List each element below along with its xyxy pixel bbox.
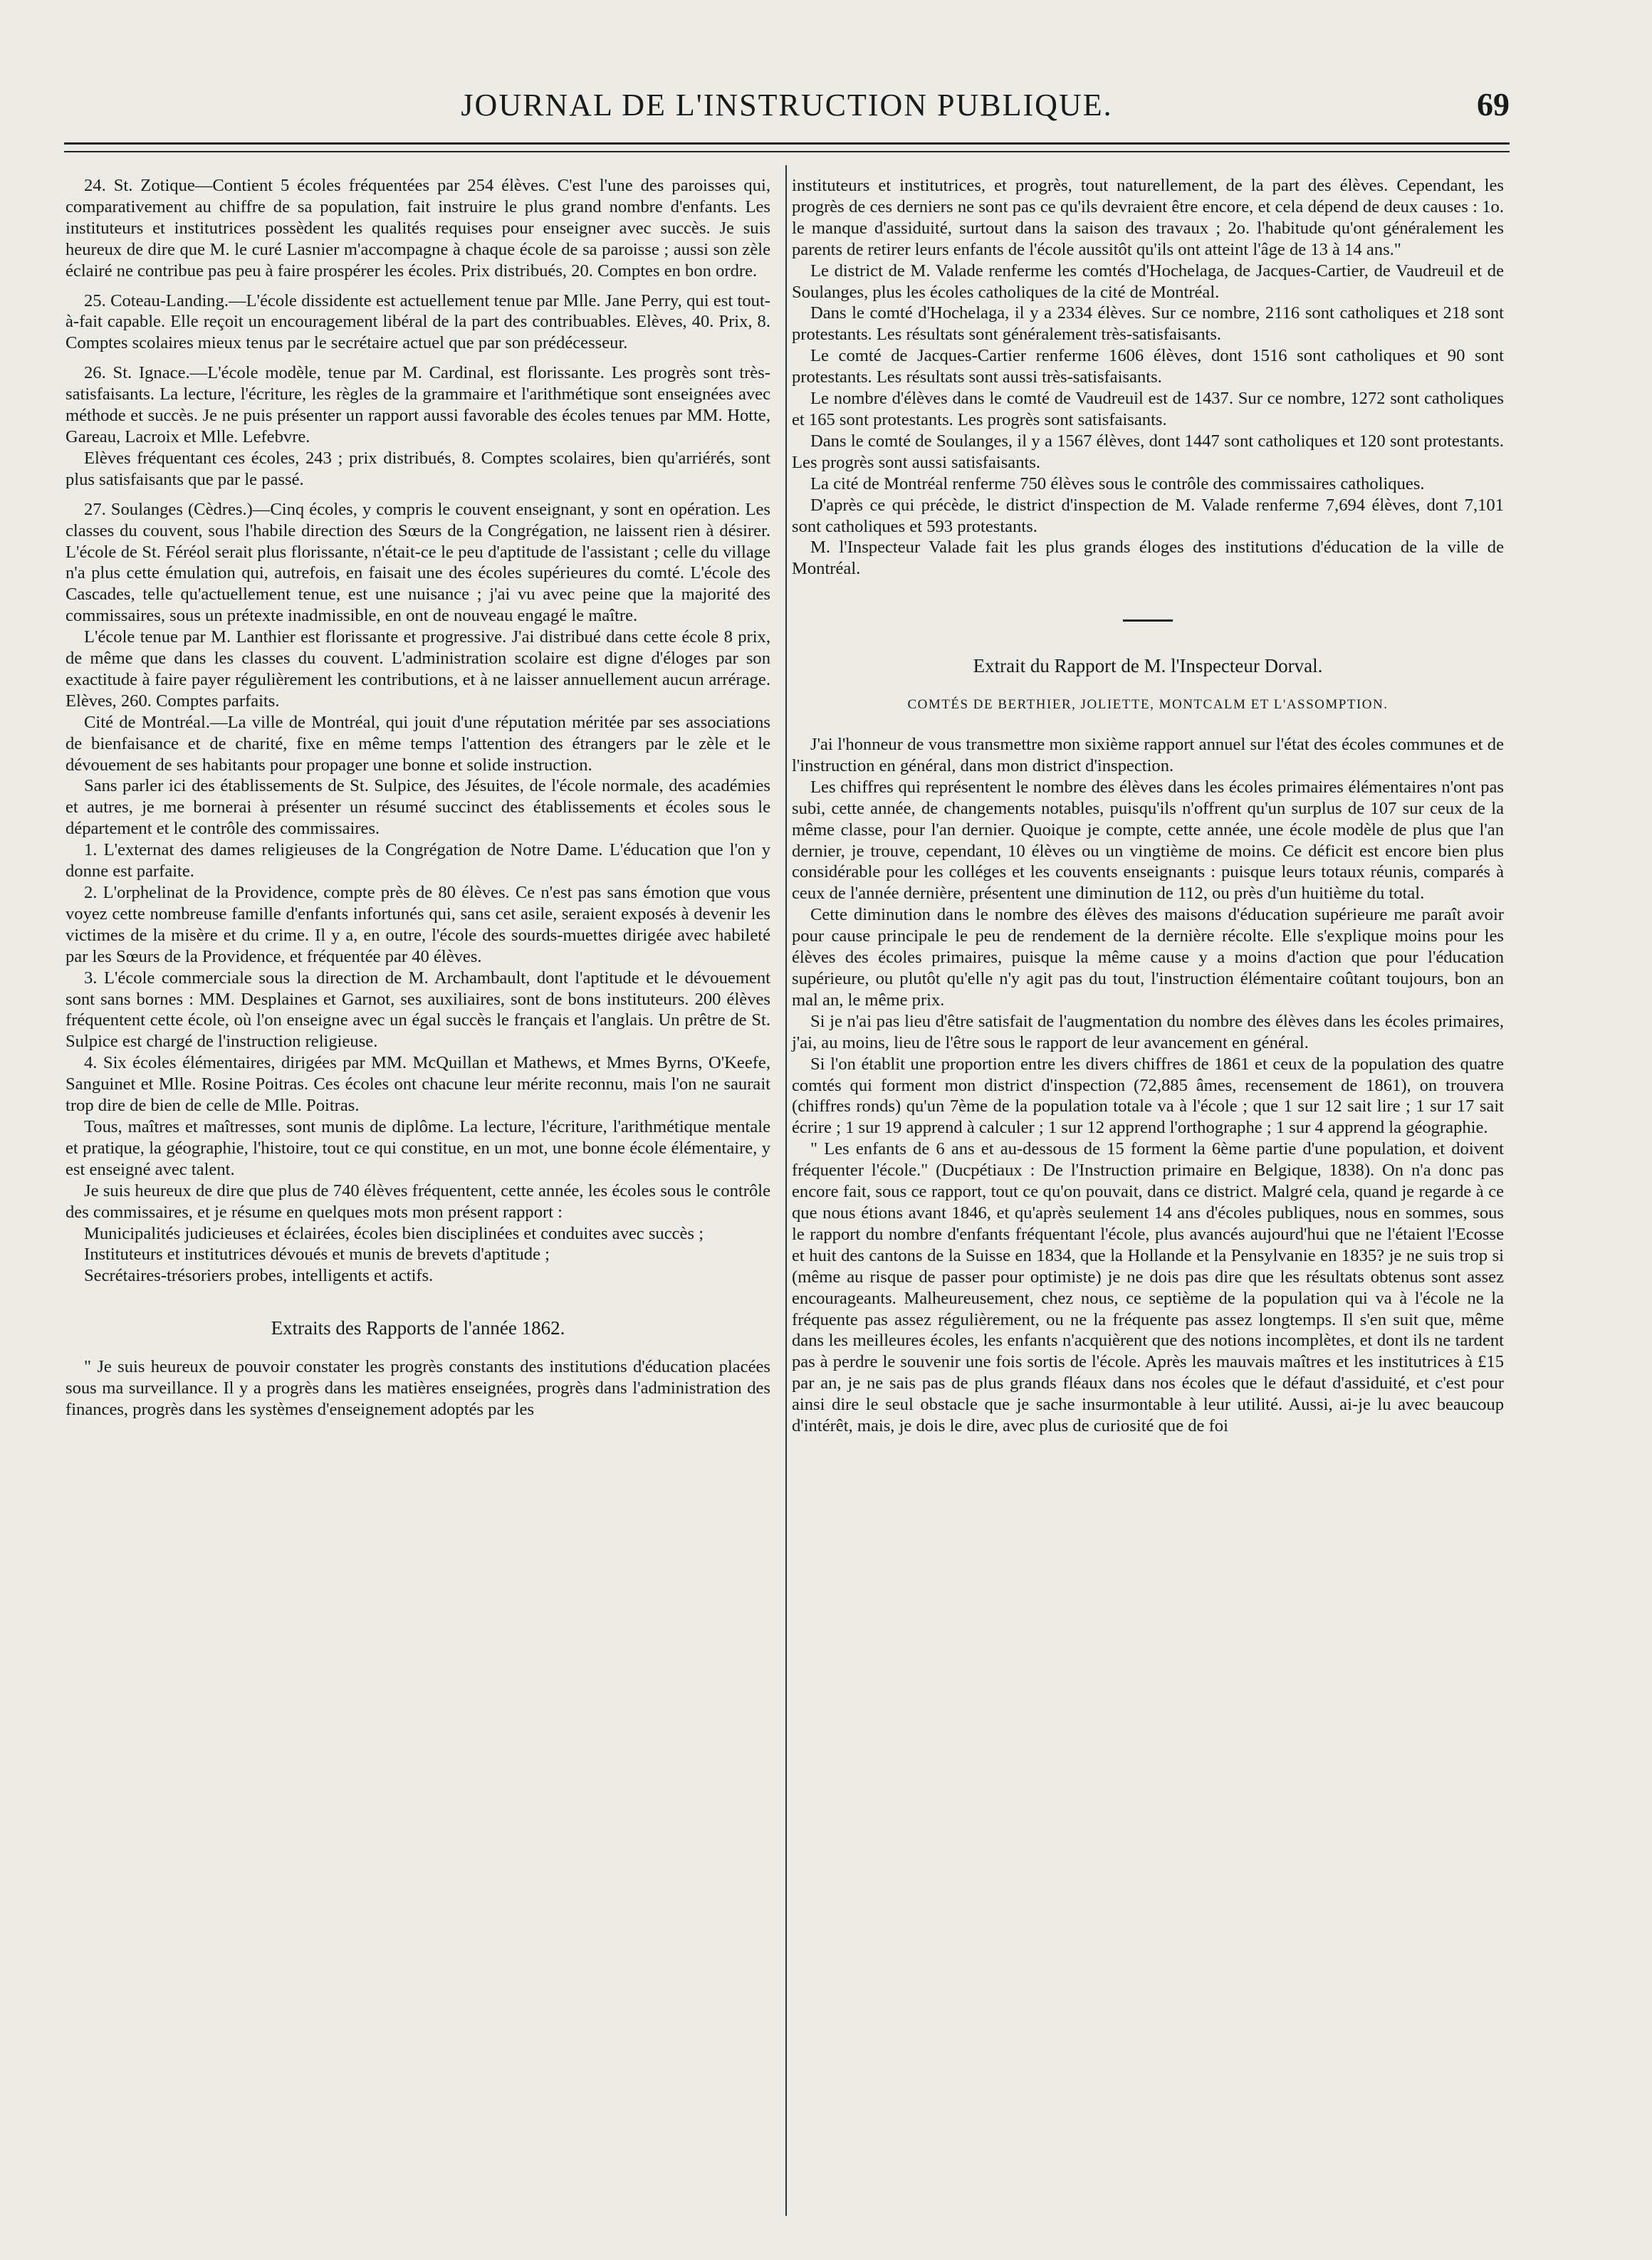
paragraph-vaudreuil: Le nombre d'élèves dans le comté de Vaudreuil est de 1437. Sur ce nombre, 1272 sont catholiques et 165 sont protestants. Les progrès sont satisfaisants. bbox=[792, 389, 1504, 429]
paragraph-eloges: M. l'Inspecteur Valade fait les plus grands éloges des institutions d'éducation de la ville de Montréal. bbox=[792, 538, 1504, 579]
paragraph-total-valade: D'après ce qui précède, le district d'inspection de M. Valade renferme 7,694 élèves, dont 7,101 sont catholiques et 593 protestants. bbox=[792, 495, 1504, 536]
paragraph-continuation: instituteurs et institutrices, et progrès, tout naturellement, de la part des élèves. Cependant, les progrès de ces derniers ne sont pas ce qu'ils devraient être encore, et cela dépend de deux causes : 1o. le manque d'assiduité, surtout dans la saison des travaux ; 2o. l'habitude qu'ont généralement les parents de retirer leurs enfants de l'école aussitôt qu'ils ont atteint l'âge de 13 à 14 ans." bbox=[792, 176, 1504, 259]
paragraph-externat: 1. L'externat des dames religieuses de la Congrégation de Notre Dame. L'éducation que l'on y donne est parfaite. bbox=[66, 840, 770, 881]
paragraph-diminution: Cette diminution dans le nombre des élèves des maisons d'éducation supérieure me paraît avoir pour cause principale le peu de rendement de la dernière récolte. Elle s'explique moins pour les élèves des écoles primaires, puisque la même cause y a moins d'action que pour l'éducation supérieure, ou plutôt qu'elle n'y agit pas du tout, l'instruction élémentaire coûtant toujours, bon an mal an, le même prix. bbox=[792, 905, 1504, 1010]
paragraph-municipalites: Municipalités judicieuses et éclairées, écoles bien disciplinées et conduites avec succès ; bbox=[84, 1223, 704, 1243]
paragraph-ducpetiaux: " Les enfants de 6 ans et au-dessous de 15 forment la 6ème partie d'une population, et doivent fréquenter l'école." (Ducpétiaux : De l'Instruction primaire en Belgique, 1838). On n'a donc pas encore fait, sous ce rapport, tout ce qu'on pouvait, dans ce district. Malgré cela, quand je regarde à ce que nous étions avant 1846, et qu'après seulement 14 ans d'écoles publiques, nous en sommes, sous le rapport du nombre d'enfants fréquentant l'école, plus avancés aujourd'hui que ne l'étaient l'Ecosse et huit des cantons de la Suisse en 1834, que la Hollande et la Pensylvanie en 1835? je ne suis trop si (même au risque de passer pour optimiste) je ne dois pas dire que les résultats obtenus sont assez encourageants. Malheureusement, chez nous, ce septième de la population qui va à l'école ne la fréquente pas assez régulièrement, ou ne la fréquente pas assez longtemps. Il s'en suit que, même dans les meilleures écoles, les enfants n'acquièrent que des notions incomplètes, et dont ils ne tardent pas à perdre le souvenir une fois sortis de l'école. Après les mauvais maîtres et les institutrices à £15 par an, je ne sais pas de plus grands fléaux dans nos écoles que le défaut d'assiduité, et c'est pour ainsi dire le seul obstacle que je sache insurmontable à leur utilité. Aussi, ai-je lu avec beaucoup d'intérêt, mais, je dois le dire, avec plus de curiosité que de foi bbox=[792, 1139, 1504, 1436]
paragraph-sixieme-rapport: J'ai l'honneur de vous transmettre mon sixième rapport annuel sur l'état des écoles communes et de l'instruction en général, dans mon district d'inspection. bbox=[792, 735, 1504, 775]
paragraph-coteau-landing: 25. Coteau-Landing.—L'école dissidente est actuellement tenue par Mlle. Jane Perry, qui est tout-à-fait capable. Elle reçoit un encouragement libéral de la part des contribuables. Elèves, 40. Prix, 8. Comptes scolaires mieux tenus par le secrétaire actuel que par son prédécesseur. bbox=[66, 291, 770, 353]
page-number: 69 bbox=[1477, 86, 1510, 122]
section-separator-rule bbox=[1123, 619, 1173, 622]
section-heading-1862: Extraits des Rapports de l'année 1862. bbox=[271, 1317, 565, 1339]
paragraph-progres: " Je suis heureux de pouvoir constater les progrès constants des institutions d'éducation placées sous ma surveillance. Il y a progrès dans les matières enseignées, progrès dans l'administration des finances, progrès dans les systèmes d'enseignement adoptés par les bbox=[66, 1357, 770, 1419]
paragraph-hochelaga: Dans le comté d'Hochelaga, il y a 2334 élèves. Sur ce nombre, 2116 sont catholiques et 218 sont protestants. Les résultats sont généralement très-satisfaisants. bbox=[792, 303, 1504, 345]
paragraph-chiffres: Les chiffres qui représentent le nombre des élèves dans les écoles primaires élémentaires n'ont pas subi, cette année, de changements notables, puisqu'ils n'offrent qu'un surplus de 107 sur ceux de la même classe, pour l'an dernier. Quoique je compte, cette année, une école modèle de plus que l'an dernier, je trouve, cependant, 10 élèves ou un vingtième de moins. Ce déficit est encore bien plus considérable pour les colléges et les couvents enseignants : puisque leurs totaux réunis, comparés à ceux de l'année dernière, présentent une diminution de 112, ou près d'un huitième du total. bbox=[792, 777, 1504, 904]
section-heading-dorval: Extrait du Rapport de M. l'Inspecteur Dorval. bbox=[973, 655, 1323, 677]
paragraph-montreal-stats: La cité de Montréal renferme 750 élèves sous le contrôle des commissaires catholiques. bbox=[810, 474, 1425, 493]
paragraph-cite-montreal: Cité de Montréal.—La ville de Montréal, qui jouit d'une réputation méritée par ses associations de bienfaisance et de charité, fixe en même temps l'attention des étrangers par le zèle et le dévouement de ses habitants pour propager une bonne et solide instruction. bbox=[66, 712, 770, 775]
paragraph-jacques-cartier: Le comté de Jacques-Cartier renferme 1606 élèves, dont 1516 sont catholiques et 90 sont protestants. Les résultats sont aussi très-satisfaisants. bbox=[792, 346, 1504, 387]
paragraph-avancement: Si je n'ai pas lieu d'être satisfait de l'augmentation du nombre des élèves dans les écoles primaires, j'ai, au moins, lieu de l'être sous le rapport de leur avancement en général. bbox=[792, 1011, 1504, 1052]
paragraph-orphelinat: 2. L'orphelinat de la Providence, compte près de 80 élèves. Ce n'est pas sans émotion que vous voyez cette nombreuse famille d'enfants infortunés qui, sans cet asile, seraient exposés à devenir les victimes de la misère et du crime. Il y a, en outre, l'école des sourds-muettes dirigée avec habileté par les Sœurs de la Providence, et fréquentée par 40 élèves. bbox=[66, 883, 770, 966]
paragraph-st-zotique: 24. St. Zotique—Contient 5 écoles fréquentées par 254 élèves. C'est l'une des paroisses qui, comparativement au chiffre de sa population, fait instruire le plus grand nombre d'enfants. Les instituteurs et institutrices possèdent les qualités requises pour enseigner avec succès. Je suis heureux de dire que M. le curé Lasnier m'accompagne à chaque école de sa paroisse ; aussi son zèle éclairé ne contribue pas peu à faire prospérer les écoles. Prix distribués, 20. Comptes en bon ordre. bbox=[66, 176, 770, 281]
paragraph-soulanges: 27. Soulanges (Cèdres.)—Cinq écoles, y compris le couvent enseignant, y sont en opération. Les classes du couvent, sous l'habile direction des Sœurs de la Congrégation, ne laissent rien à désirer. L'école de St. Féréol serait plus florissante, n'était-ce le peu d'aptitude de l'assistant ; celle du village n'a plus cette émulation qui, autrefois, en faisait une des écoles supérieures du comté. L'école des Cascades, telle qu'actuellement tenue, est une nuisance ; j'ai vu avec peine que la majorité des commissaires, sous un prétexte inadmissible, en ont de nouveau engagé le maître. bbox=[66, 499, 770, 626]
section-subheading-comtes: COMTÉS DE BERTHIER, JOLIETTE, MONTCALM ET L'ASSOMPTION. bbox=[907, 697, 1389, 713]
paragraph-lanthier: L'école tenue par M. Lanthier est florissante et progressive. J'ai distribué dans cette école 8 prix, de même que dans les classes du couvent. L'administration scolaire est digne d'éloges par son exactitude à faire payer régulièrement les contributions, et à ne laisser annuellement aucun arrérage. Elèves, 260. Comptes parfaits. bbox=[66, 627, 770, 711]
paragraph-resume: Je suis heureux de dire que plus de 740 élèves fréquentent, cette année, les écoles sous le contrôle des commissaires, et je résume en quelques mots mon présent rapport : bbox=[66, 1181, 770, 1222]
column-divider bbox=[785, 165, 787, 2216]
header-double-rule bbox=[64, 142, 1510, 152]
paragraph-district-valade: Le district de M. Valade renferme les comtés d'Hochelaga, de Jacques-Cartier, de Vaudreuil et de Soulanges, plus les écoles catholiques de la cité de Montréal. bbox=[792, 261, 1504, 302]
paragraph-st-ignace: 26. St. Ignace.—L'école modèle, tenue par M. Cardinal, est florissante. Les progrès sont très-satisfaisants. La lecture, l'écriture, les règles de la grammaire et l'arithmétique sont enseignées avec méthode et succès. Je ne puis présenter un rapport aussi favorable des écoles tenues par MM. Hotte, Gareau, Lacroix et Mlle. Lefebvre. bbox=[66, 363, 770, 446]
paragraph-proportion: Si l'on établit une proportion entre les divers chiffres de 1861 et ceux de la population des quatre comtés qui forment mon district d'inspection (72,885 âmes, recensement de 1861), on trouvera (chiffres ronds) qu'un 7ème de la population totale va à l'école ; que 1 sur 12 sait lire ; 1 sur 17 sait écrire ; 1 sur 19 apprend à calculer ; 1 sur 12 apprend l'orthographe ; 1 sur 4 apprend la géographie. bbox=[792, 1054, 1504, 1138]
paragraph-ecoles-elementaires: 4. Six écoles élémentaires, dirigées par MM. McQuillan et Mathews, et Mmes Byrns, O'Keefe, Sanguinet et Mlle. Rosine Poitras. Ces écoles ont chacune leur mérite reconnu, mais l'on ne saurait trop dire de bien de celle de Mlle. Poitras. bbox=[66, 1053, 770, 1116]
paragraph-maitres: Tous, maîtres et maîtresses, sont munis de diplôme. La lecture, l'écriture, l'arithmétique mentale et pratique, la géographie, l'histoire, tout ce qui constitue, en un mot, une bonne école élémentaire, y est enseigné avec talent. bbox=[66, 1116, 770, 1179]
paragraph-etablissements: Sans parler ici des établissements de St. Sulpice, des Jésuites, de l'école normale, des académies et autres, je me bornerai à présenter un résumé succinct des établissements et écoles sous le département et le contrôle des commissaires. bbox=[66, 776, 770, 839]
running-header bbox=[64, 84, 1510, 134]
paragraph-ecole-commerciale: 3. L'école commerciale sous la direction de M. Archambault, dont l'aptitude et le dévouement sont sans bornes : MM. Desplaines et Garnot, ses auxiliaires, sont de bons instituteurs. 200 élèves fréquentent cette école, où l'on enseigne avec un égal succès le français et l'anglais. Un prêtre de St. Sulpice est chargé de l'instruction religieuse. bbox=[66, 968, 770, 1052]
paragraph-soulanges-stats: Dans le comté de Soulanges, il y a 1567 élèves, dont 1447 sont catholiques et 120 sont protestants. Les progrès sont aussi satisfaisants. bbox=[792, 431, 1504, 472]
right-column bbox=[792, 175, 1504, 1437]
paragraph-st-ignace-stats: Elèves fréquentant ces écoles, 243 ; prix distribués, 8. Comptes scolaires, bien qu'arriérés, sont plus satisfaisants que par le passé. bbox=[66, 448, 770, 489]
paragraph-instituteurs: Instituteurs et institutrices dévoués et munis de brevets d'aptitude ; bbox=[84, 1245, 550, 1265]
paragraph-secretaires: Secrétaires-trésoriers probes, intelligents et actifs. bbox=[84, 1266, 434, 1286]
journal-title: JOURNAL DE L'INSTRUCTION PUBLIQUE. bbox=[461, 88, 1113, 122]
left-column bbox=[66, 175, 770, 1421]
